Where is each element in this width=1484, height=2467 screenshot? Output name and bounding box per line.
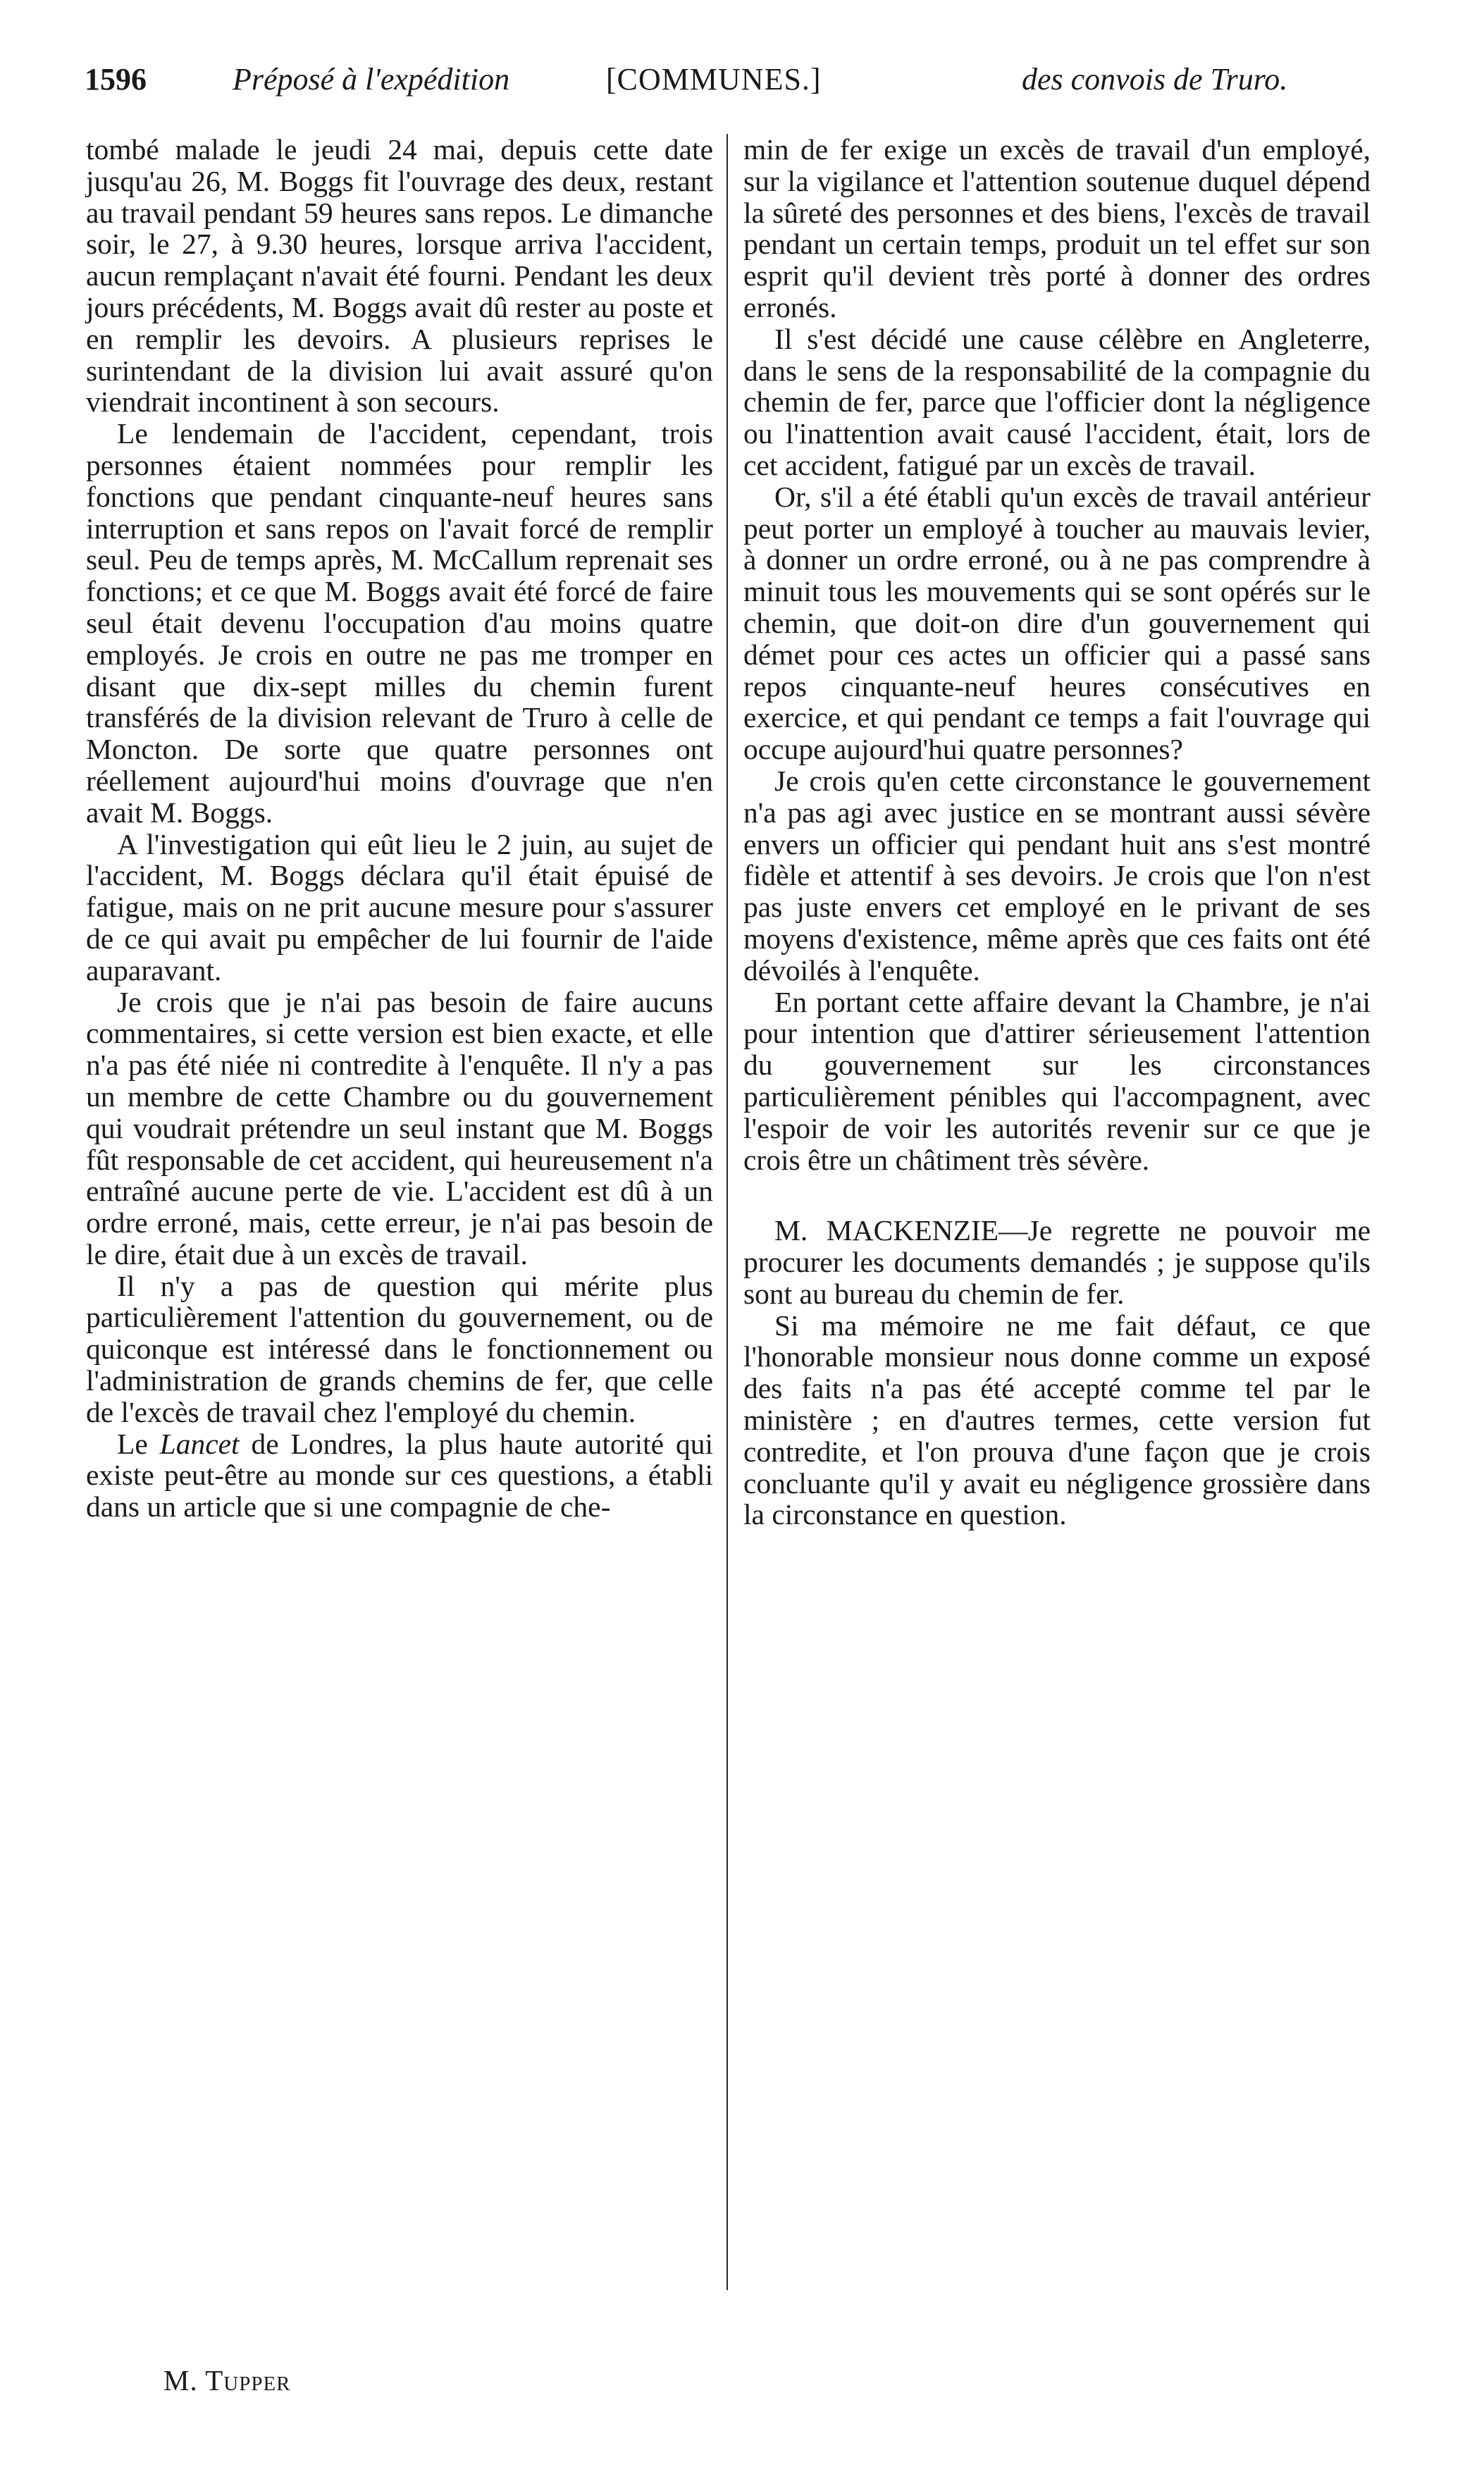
paragraph: Je crois qu'en cette circonstance le gouvernement n'a pas agi avec justice en se montrant aussi sévère envers un officier qui pendant huit ans s'est montré fidèle et attentif à ses devoirs. Je crois que l'on n'est pas juste envers cet employé en le privant de ses moyens d'existence, même après que ces faits ont été dévoilés à l'enquête. [743,764,1371,987]
lancet-paragraph [86,1428,713,1523]
header-right-title: des convois de Truro. [1022,62,1288,97]
paragraph: tombé malade le jeudi 24 mai, depuis cette date jusqu'au 26, M. Boggs fit l'ouvrage des deux, restant au travail pendant 59 heures sans repos. Le dimanche soir, le 27, à 9.30 heures, lorsque arriva l'accident, aucun remplaçant n'avait été fourni. Pendant les deux jours précédents, M. Boggs avait dû rester au poste et en remplir les devoirs. A plusieurs reprises le surintendant de la division lui avait assuré qu'on viendrait incontinent à son secours. [86,133,713,419]
paragraph: Si ma mémoire ne me fait défaut, ce que l'honorable monsieur nous donne comme un exposé des faits n'a pas été accepté comme tel par le ministère ; en d'autres termes, cette version fut contredite, et l'on prouva d'une façon que je crois concluante qu'il y avait eu négligence grossière dans la circonstance en question. [743,1309,1371,1531]
paragraph: A l'investigation qui eût lieu le 2 juin, au sujet de l'accident, M. Boggs déclara qu'il était épuisé de fatigue, mais on ne prit aucune mesure pour s'assurer de ce qui avait pu empêcher de lui fournir de l'aide auparavant. [86,827,713,987]
paragraph: Je crois que je n'ai pas besoin de faire aucuns commentaires, si cette version est bien exacte, et elle n'a pas été niée ni contredite à l'enquête. Il n'y a pas un membre de cette Chambre ou du gouvernement qui voudrait prétendre un seul instant que M. Boggs fût responsable de cet accident, qui heureusement n'a entraîné aucune perte de vie. L'accident est dû à un ordre erroné, mais, cette erreur, je n'ai pas besoin de le dire, était due à un excès de travail. [86,985,713,1270]
paragraph: Or, s'il a été établi qu'un excès de travail antérieur peut porter un employé à toucher au mauvais levier, à donner un ordre erroné, ou à ne pas comprendre à minuit tous les mouvements qui se sont opérés sur le chemin, que doit-on dire d'un gouvernement qui démet pour ces actes un officier qui a passé sans repos cinquante-neuf heures consécutives en exercice, et qui pendant ce temps a fait l'ouvrage qui occupe aujourd'hui quatre personnes? [743,480,1371,766]
lancet-text-after: de Londres, la plus haute autorité qui existe peut-être au monde sur ces questions, a établi dans un article que si une compagnie de che- [86,1427,713,1523]
running-header [85,55,1409,104]
paragraph: Il s'est décidé une cause célèbre en Angleterre, dans le sens de la responsabilité de la compagnie du chemin de fer, parce que l'officier dont la négligence ou l'inattention avait causé l'accident, était, lors de cet accident, fatigué par un excès de travail. [743,322,1371,481]
paragraph: Il n'y a pas de question qui mérite plus particulièrement l'attention du gouvernement, ou de quiconque est intéressé dans le fonctionnement ou l'administration de grands chemins de fer, que celle de l'excès de travail chez l'employé du chemin. [86,1269,713,1428]
paragraph: En portant cette affaire devant la Chambre, je n'ai pour intention que d'attirer sérieusement l'attention du gouvernement sur les circonstances particulièrement pénibles qui l'accompagnent, avec l'espoir de voir les autorités revenir sur ce que je crois être un châtiment très sévère. [743,985,1371,1176]
paragraph: Le lendemain de l'accident, cependant, trois personnes étaient nommées pour remplir les fonctions que pendant cinquante-neuf heures sans interruption et sans repos on l'avait forcé de remplir seul. Peu de temps après, M. McCallum reprenait ses fonctions; et ce que M. Boggs avait été forcé de faire seul était devenu l'occupation d'au moins quatre employés. Je crois en outre ne pas me tromper en disant que dix-sept milles du chemin furent transférés de la division relevant de Truro à celle de Moncton. De sorte que quatre personnes ont réellement aujourd'hui moins d'ouvrage que n'en avait M. Boggs. [86,417,713,829]
catchword-speaker: M. Tupper [163,2364,291,2397]
column-divider [726,134,728,2290]
mackenzie-paragraph [743,1215,1371,1309]
lancet-text-before: Le [117,1427,160,1460]
speaker-text: —Je regrette ne pouvoir me procurer les documents demandés ; je suppose qu'ils sont au bureau du chemin de fer. [743,1214,1371,1310]
left-column [86,134,713,1523]
header-left-title: Préposé à l'expédition [233,62,510,97]
lancet-title: Lancet [159,1427,240,1460]
page-number: 1596 [85,62,147,97]
right-column [743,134,1371,1531]
speaker-name: M. MACKENZIE [774,1214,999,1247]
header-center-title: [COMMUNES.] [606,62,822,97]
paragraph: min de fer exige un excès de travail d'un employé, sur la vigilance et l'attention soutenue duquel dépend la sûreté des personnes et des biens, l'excès de travail pendant un certain temps, produit un tel effet sur son esprit qu'il devient très porté à donner des ordres erronés. [743,133,1371,323]
